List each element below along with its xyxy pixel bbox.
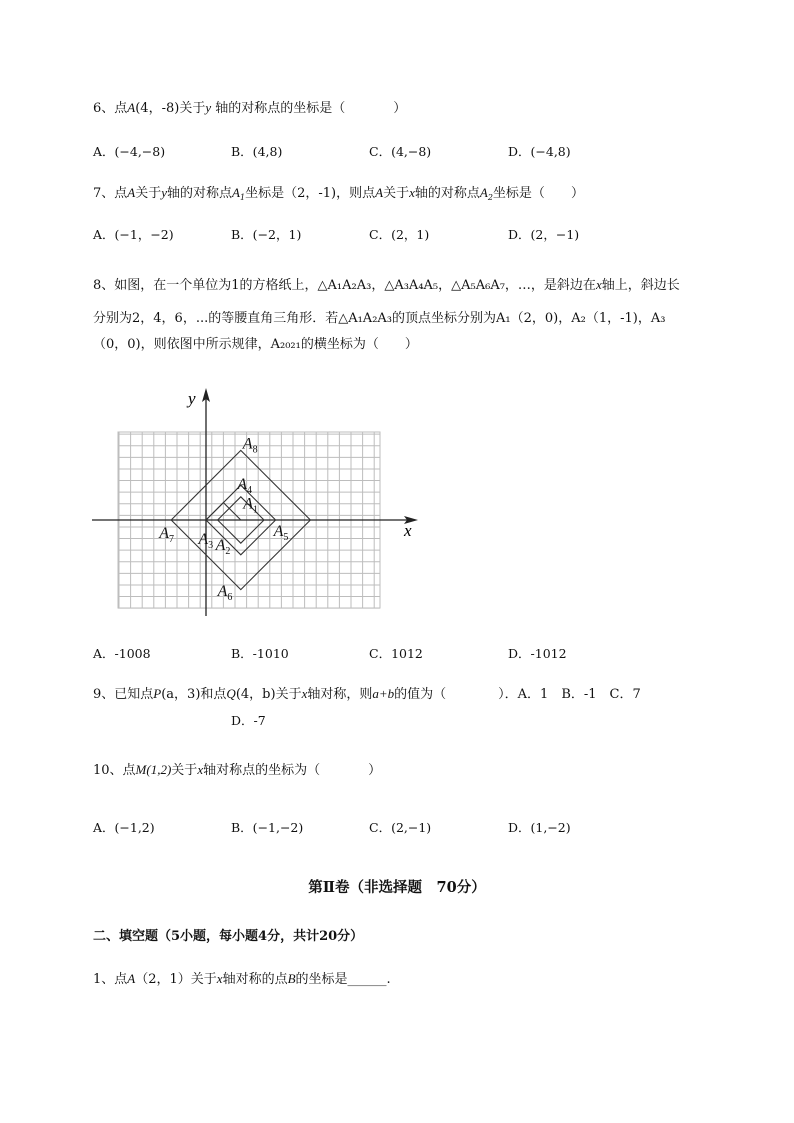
axes	[92, 388, 418, 616]
label-subscript: 1	[252, 504, 258, 516]
label-subscript: 2	[225, 546, 231, 557]
grid-svg	[88, 380, 423, 620]
q8-stem-line2: 分别为2，4，6，...的等腰直角三角形．若△A₁A₂A₃的顶点坐标分别为A₁（2，0)，A₂（1，-1)，A₃	[93, 311, 666, 326]
q7-option-d: D．(2，−1)	[508, 227, 580, 242]
fill1-stem: 1、点A（2，1）关于x轴对称的点B的坐标是______.	[93, 971, 391, 987]
q8-stem-line1: 8、如图，在一个单位为1的方格纸上，△A₁A₂A₃，△A₃A₄A₅，△A₅A₆A₇，…，是斜边在x轴上，斜边长	[93, 277, 680, 293]
coordinate-grid-figure	[88, 380, 423, 620]
section2-heading: 二、填空题（5小题，每小题4分，共计20分）	[93, 929, 364, 944]
label-a2: $A_2$	[215, 537, 231, 557]
q7-stem: 7、点A关于y轴的对称点$A_1$坐标是（2，-1)，则点A关于x轴的对称点$A_2$坐标是（ ）	[93, 185, 584, 202]
q8-option-c: C．1012	[369, 646, 423, 661]
q7-option-a: A．(−1，−2)	[93, 227, 174, 242]
q6-option-c: C．(4,−8)	[369, 144, 432, 159]
q6-option-b: B．(4,8)	[231, 144, 283, 159]
x-axis-label: x	[404, 521, 412, 540]
label-subscript: 7	[168, 534, 174, 545]
label-subscript: 6	[227, 592, 233, 603]
q8-option-a: A．-1008	[93, 646, 151, 661]
label-subscript: 5	[283, 532, 289, 543]
q7-option-c: C．(2，1)	[369, 227, 430, 242]
label-a3: $A_3$	[198, 531, 214, 551]
q6-option-a: A．(−4,−8)	[93, 144, 166, 159]
label-subscript: 8	[252, 444, 258, 456]
q8-option-b: B．-1010	[231, 646, 289, 661]
label-subscript: 4	[246, 485, 252, 497]
q10-stem: 10、点M(1,2)关于x轴对称点的坐标为（ ）	[93, 762, 382, 778]
q8-option-d: D．-1012	[508, 646, 567, 661]
q9-option-d: D．-7	[231, 713, 266, 728]
label-a7: $A_7$	[159, 525, 174, 545]
q6-stem: 6、点A(4，-8)关于y 轴的对称点的坐标是（ ）	[93, 100, 407, 116]
label-a6: $A_6$	[217, 583, 233, 603]
q7-option-b: B．(−2，1)	[231, 227, 302, 242]
q10-option-a: A．(−1,2)	[93, 820, 155, 835]
label-a4: $A_4$	[237, 476, 252, 497]
q10-option-c: C．(2,−1)	[369, 820, 432, 835]
q6-option-d: D．(−4,8)	[508, 144, 571, 159]
label-a1: $A_1$	[243, 495, 258, 516]
label-subscript: 3	[208, 540, 214, 551]
label-a8: $A_8$	[242, 435, 258, 456]
q10-option-b: B．(−1,−2)	[231, 820, 304, 835]
q10-option-d: D．(1,−2)	[508, 820, 571, 835]
q8-stem-line3: （0，0)，则依图中所示规律，A₂₀₂₁的横坐标为（ ）	[93, 337, 418, 352]
part2-title: 第Ⅱ卷（非选择题 70分）	[308, 879, 486, 896]
q9-stem: 9、已知点P(a，3)和点Q(4，b)关于x轴对称，则a+b的值为（ ）．A．1 B．-1 C．7	[93, 686, 641, 702]
y-axis-label: y	[188, 389, 196, 408]
label-a5: $A_5$	[273, 523, 289, 543]
